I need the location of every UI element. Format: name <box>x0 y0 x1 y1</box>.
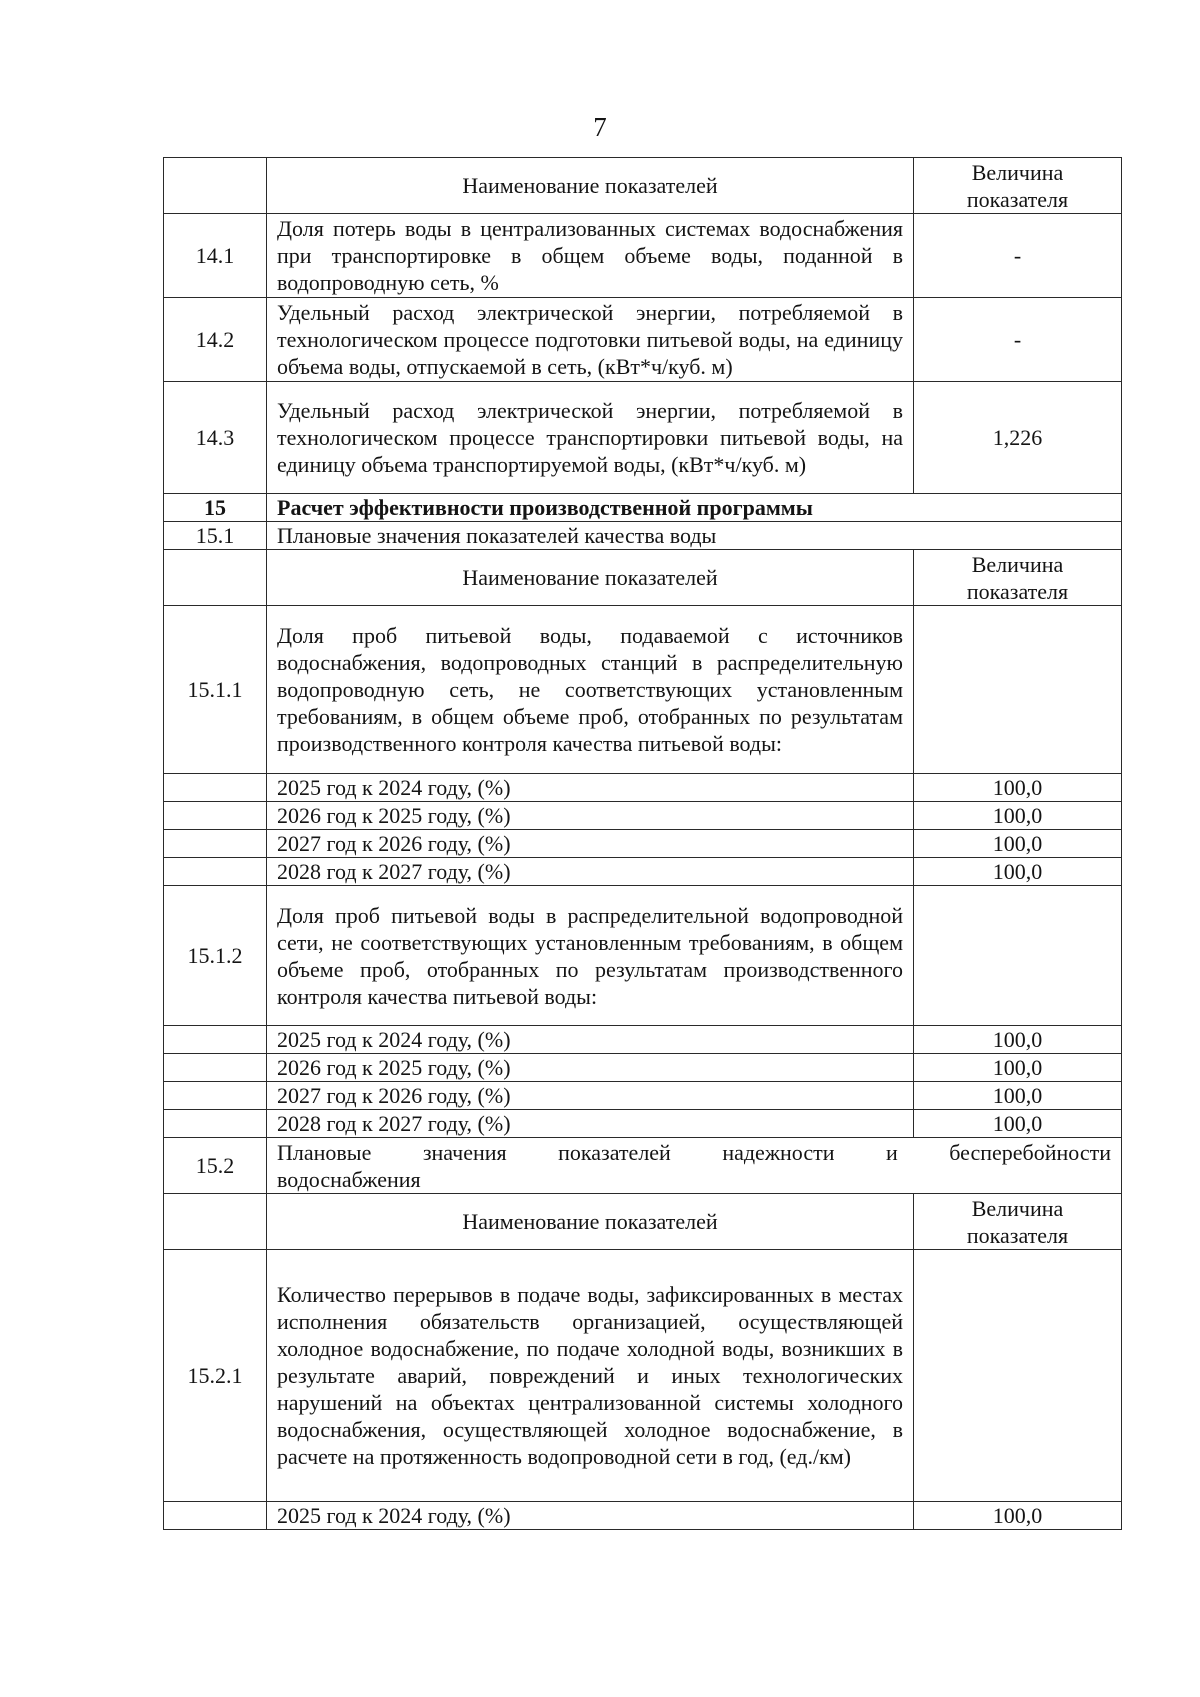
subsection-number: 15.2 <box>164 1138 267 1194</box>
row-value: 1,226 <box>914 382 1122 494</box>
indicators-table <box>163 157 1122 1530</box>
table-row-year <box>164 802 1122 830</box>
section-number: 15 <box>164 494 267 522</box>
row-number: 15.1.1 <box>164 606 267 774</box>
header-num-cell <box>164 158 267 214</box>
row-number <box>164 802 267 830</box>
year-label: 2027 год к 2026 году, (%) <box>267 830 914 858</box>
header-value-line2: показателя <box>966 1222 1069 1248</box>
header-name-cell: Наименование показателей <box>267 550 914 606</box>
row-value <box>914 1250 1122 1502</box>
table-row-year <box>164 774 1122 802</box>
year-value: 100,0 <box>914 858 1122 886</box>
year-label: 2026 год к 2025 году, (%) <box>267 1054 914 1082</box>
year-value: 100,0 <box>914 830 1122 858</box>
year-label: 2025 год к 2024 году, (%) <box>267 1026 914 1054</box>
year-value: 100,0 <box>914 1026 1122 1054</box>
year-label: 2028 год к 2027 году, (%) <box>267 858 914 886</box>
year-label: 2025 год к 2024 году, (%) <box>267 774 914 802</box>
row-value <box>914 886 1122 1026</box>
table-row-14-1 <box>164 214 1122 298</box>
year-label: 2028 год к 2027 году, (%) <box>267 1110 914 1138</box>
header-value-line2: показателя <box>966 578 1069 604</box>
year-value: 100,0 <box>914 802 1122 830</box>
title-word: и <box>885 1139 898 1165</box>
header-value-cell <box>914 550 1122 606</box>
row-description: Удельный расход электрической энергии, потребляемой в технологическом процессе транспортировки питьевой воды, на единицу объема транспортируемой воды, (кВт*ч/куб. м) <box>267 382 914 494</box>
row-value <box>914 606 1122 774</box>
header-value-line1: Величина <box>971 1195 1064 1221</box>
title-word: Плановые <box>277 1139 372 1165</box>
year-label: 2025 год к 2024 году, (%) <box>267 1502 914 1530</box>
year-value: 100,0 <box>914 1054 1122 1082</box>
table-row-15-2 <box>164 1138 1122 1194</box>
row-description: Удельный расход электрической энергии, потребляемой в технологическом процессе подготовки питьевой воды, на единицу объема воды, отпускаемой в сеть, (кВт*ч/куб. м) <box>267 298 914 382</box>
table-row-15-2-1 <box>164 1250 1122 1502</box>
table-header-row <box>164 550 1122 606</box>
table-row-year <box>164 1110 1122 1138</box>
row-description: Доля проб питьевой воды, подаваемой с источников водоснабжения, водопроводных станций в распределительную водопроводную сеть, не соответствующих установленным требованиям, в общем объеме проб, отобранных по результатам производственного контроля качества питьевой воды: <box>267 606 914 774</box>
title-word: бесперебойности <box>949 1139 1111 1165</box>
row-number <box>164 830 267 858</box>
table-header-row <box>164 158 1122 214</box>
row-number <box>164 1054 267 1082</box>
row-number: 14.2 <box>164 298 267 382</box>
header-value-cell <box>914 158 1122 214</box>
header-num-cell <box>164 550 267 606</box>
table-row-year <box>164 1054 1122 1082</box>
table-row-year <box>164 830 1122 858</box>
title-word: значения <box>422 1139 507 1165</box>
year-value: 100,0 <box>914 1502 1122 1530</box>
row-description: Количество перерывов в подаче воды, зафиксированных в местах исполнения обязательств организацией, осуществляющей холодное водоснабжение, по подаче холодной воды, возникших в результате аварий, повреждений и иных технологических нарушений на объектах централизованной системы холодного водоснабжения, осуществляющей холодное водоснабжение, в расчете на протяженность водопроводной сети в год, (ед./км) <box>267 1250 914 1502</box>
table-row-year <box>164 858 1122 886</box>
table-row-year <box>164 1082 1122 1110</box>
row-description: Доля проб питьевой воды в распределительной водопроводной сети, не соответствующих установленным требованиям, в общем объеме проб, отобранных по результатам производственного контроля качества питьевой воды: <box>267 886 914 1026</box>
table-row-14-3 <box>164 382 1122 494</box>
table-row-14-2 <box>164 298 1122 382</box>
table-row-year <box>164 1026 1122 1054</box>
header-name-cell: Наименование показателей <box>267 158 914 214</box>
subsection-title-line1 <box>277 1139 1111 1166</box>
subsection-title <box>267 1138 1122 1194</box>
subsection-title-line2: водоснабжения <box>277 1166 421 1192</box>
row-number <box>164 1110 267 1138</box>
year-label: 2026 год к 2025 году, (%) <box>267 802 914 830</box>
table-row-year <box>164 1502 1122 1530</box>
header-num-cell <box>164 1194 267 1250</box>
header-value-line1: Величина <box>971 551 1064 577</box>
row-number: 14.1 <box>164 214 267 298</box>
table-row-15-1-2 <box>164 886 1122 1026</box>
row-number: 14.3 <box>164 382 267 494</box>
title-word: надежности <box>722 1139 835 1165</box>
row-number <box>164 858 267 886</box>
header-value-line1: Величина <box>971 159 1064 185</box>
section-title: Расчет эффективности производственной программы <box>267 494 1122 522</box>
row-number <box>164 1082 267 1110</box>
row-number: 15.1.2 <box>164 886 267 1026</box>
row-number <box>164 774 267 802</box>
page-number: 7 <box>593 112 607 142</box>
row-number <box>164 1026 267 1054</box>
header-name-cell: Наименование показателей <box>267 1194 914 1250</box>
header-value-line2: показателя <box>966 186 1069 212</box>
row-value: - <box>914 214 1122 298</box>
row-number <box>164 1502 267 1530</box>
year-value: 100,0 <box>914 1082 1122 1110</box>
year-value: 100,0 <box>914 774 1122 802</box>
row-description: Доля потерь воды в централизованных системах водоснабжения при транспортировке в общем объеме воды, поданной в водопроводную сеть, % <box>267 214 914 298</box>
subsection-number: 15.1 <box>164 522 267 550</box>
title-word: показателей <box>558 1139 671 1165</box>
table-row-15-1-1 <box>164 606 1122 774</box>
table-row-15-1 <box>164 522 1122 550</box>
subsection-title: Плановые значения показателей качества воды <box>267 522 1122 550</box>
header-value-cell <box>914 1194 1122 1250</box>
table-row-15 <box>164 494 1122 522</box>
row-value: - <box>914 298 1122 382</box>
year-value: 100,0 <box>914 1110 1122 1138</box>
row-number: 15.2.1 <box>164 1250 267 1502</box>
year-label: 2027 год к 2026 году, (%) <box>267 1082 914 1110</box>
table-header-row <box>164 1194 1122 1250</box>
